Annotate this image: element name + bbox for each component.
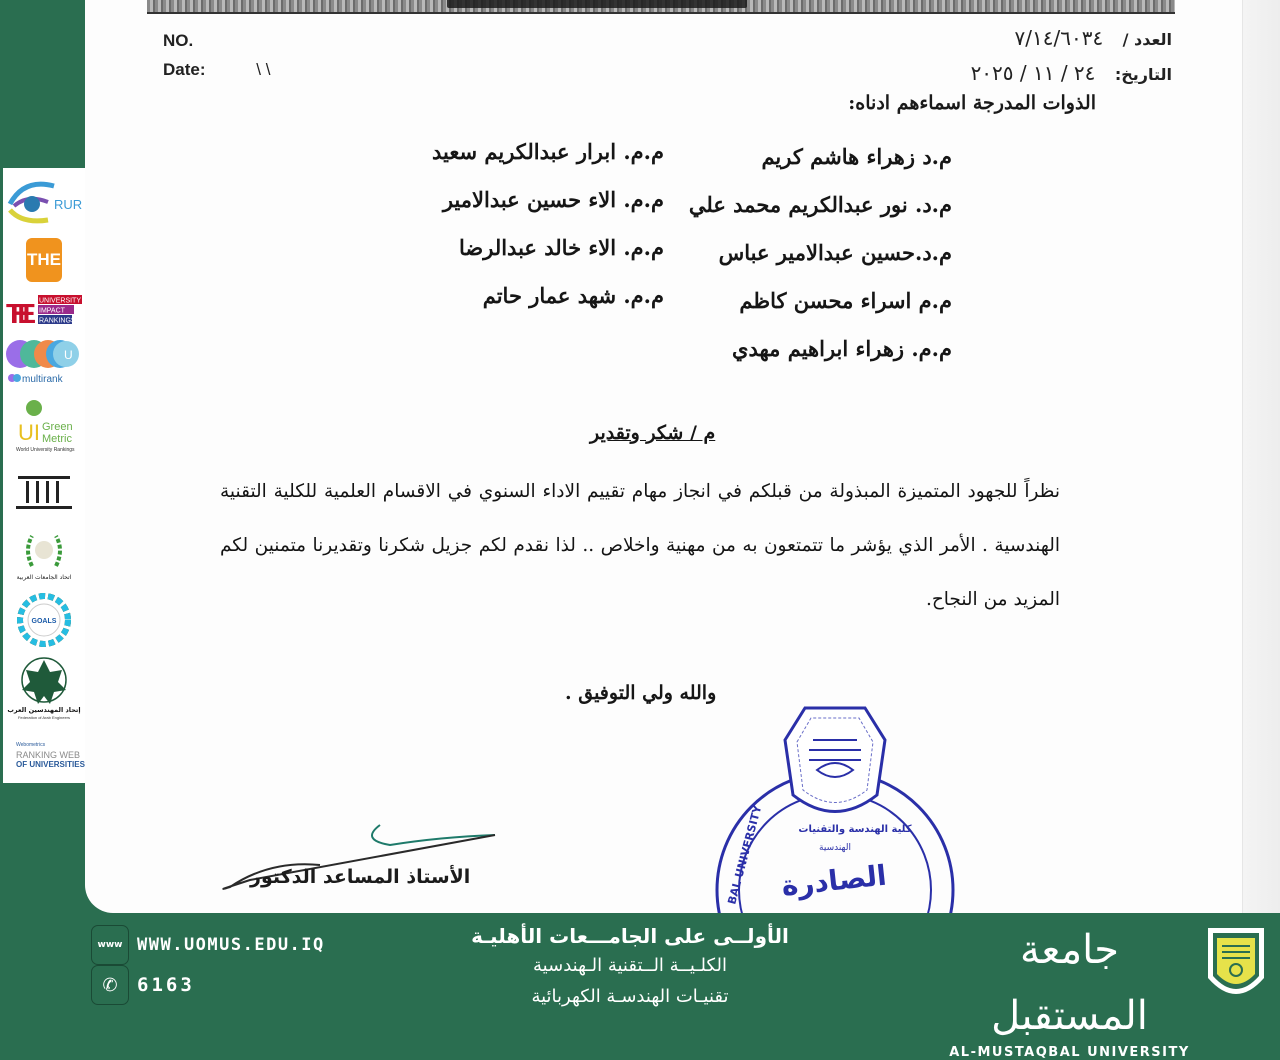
arab-universities-logo[interactable] [3,526,85,582]
institution-pillars-logo[interactable] [3,472,85,512]
pillars-icon [14,472,74,512]
website-link[interactable] [91,925,325,965]
footer-bar [0,913,1280,1060]
name-item: م.د. نور عبدالكريم محمد علي [688,192,952,217]
brand-arabic: جامعة المستقبل [991,927,1148,1039]
ref-number-label: العدد / [1122,30,1172,49]
the-icon: THE [26,238,62,282]
svg-text:UI: UI [18,420,40,445]
official-stamp [705,700,965,913]
svg-text:multirank: multirank [22,374,63,385]
subject-heading: م / شكر وتقدير [590,422,716,444]
reference-left [163,26,276,84]
document-paper [85,0,1280,913]
ref-date-value: ٢٤ / ١١ / ٢٠٢٥ [970,61,1096,85]
globe-www-icon: www [91,925,129,965]
greenmetric-logo[interactable] [3,398,85,454]
svg-text:RUR: RUR [54,197,83,212]
the-impact-logo[interactable] [3,292,85,328]
greenmetric-icon [4,398,84,454]
footer-contact [91,925,325,1005]
ref-date-row [971,57,1172,92]
footer-slogan: الأولــى على الجامـــعات الأهليـة [471,924,789,948]
svg-text:Federation of Arab Engineers: Federation of Arab Engineers [17,715,71,720]
name-item: م.م. شهد عمار حاتم [482,283,664,308]
header-banner [147,0,1175,14]
svg-text:OF UNIVERSITIES: OF UNIVERSITIES [16,760,85,769]
ref-number-value: ٧/١٤/٦٠٣٤ [1014,26,1104,50]
name-item: م.م. الاء حسين عبدالامير [442,187,664,212]
date-row [163,55,276,84]
signature-title: الأستاذ المساعد الدكتور [250,866,471,888]
svg-text:BAL UNIVERSITY: BAL UNIVERSITY [725,803,765,906]
name-item: م.م. ابرار عبدالكريم سعيد [431,139,664,164]
date-label: Date: [163,60,206,79]
paper-edge [1242,0,1280,913]
date-slashes: \ \ [256,60,271,79]
name-item: م.د.حسين عبدالامير عباس [718,240,952,265]
arab-universities-icon [4,526,84,582]
ref-date-label: التاريخ: [1114,65,1172,84]
stamp-graphic [705,700,965,913]
svg-text:UNIVERSITY: UNIVERSITY [39,297,82,305]
footer-department: تقنيـات الهندسـة الكهربائية [531,986,729,1007]
arab-engineers-logo[interactable] [3,656,85,722]
name-item: م.م. زهراء ابراهيم مهدي [732,336,952,361]
svg-text:اتحاد الجامعات العربية: اتحاد الجامعات العربية [16,574,72,581]
rur-icon [4,176,84,226]
name-item: م.م اسراء محسن كاظم [739,288,952,313]
names-list-left [432,128,664,320]
ref-number-row [971,22,1172,57]
header-banner-text [447,0,747,8]
svg-text:THE: THE [6,298,36,329]
the-logo[interactable] [3,236,85,284]
svg-text:الهندسية: الهندسية [819,843,851,853]
names-list-right [689,133,952,373]
phone-link[interactable] [91,965,325,1005]
phone-number[interactable]: 6163 [137,974,195,996]
multirank-icon [4,334,84,386]
arab-engineers-icon [4,656,84,722]
svg-text:U: U [64,348,73,362]
svg-text:IMPACT: IMPACT [39,307,65,315]
website-text[interactable]: WWW.UOMUS.EDU.IQ [137,935,325,955]
svg-text:إتحاد المهندسين العرب: إتحاد المهندسين العرب [7,706,81,714]
university-brand[interactable] [942,917,1197,1060]
svg-text:RANKINGS: RANKINGS [39,317,76,325]
name-item: م.د زهراء هاشم كريم [761,144,952,169]
svg-text:Green: Green [42,421,73,433]
the-impact-icon [4,293,84,327]
rur-logo[interactable] [3,176,85,226]
sdg-goals-logo[interactable] [3,592,85,648]
number-label: NO. [163,31,194,50]
svg-text:RANKING WEB: RANKING WEB [16,750,81,760]
brand-english: AL-MUSTAQBAL UNIVERSITY [949,1045,1190,1060]
sdg-icon [16,592,72,648]
rankings-sidebar [3,168,85,783]
phone-icon: ✆ [91,965,129,1005]
svg-text:Webometrics: Webometrics [16,742,46,748]
footer-college: الكلـيــة الــتقنية الـهندسية [533,955,727,976]
stamp-college-text: كلية الهندسة والتقنيات [798,824,912,835]
letter-body: نظراً للجهود المتميزة المبذولة من قبلكم في انجاز مهام تقييم الاداء السنوي في الاقسام العلمية للكلية التقنية الهندسية . الأمر الذي يؤشر ما تتمتعون به من مهنية واخلاص .. لذا نقدم لكم جزيل شكرنا وتقديرنا متمنين لكم المزيد من النجاح. [220,481,1060,610]
webometrics-logo[interactable] [3,738,85,772]
svg-text:الصادرة: الصادرة [779,858,889,903]
university-crest-icon[interactable] [1204,922,1268,1010]
footer-college-info [430,921,830,1013]
reference-right [971,22,1172,92]
svg-text:GOALS: GOALS [31,618,57,625]
name-item: م.م. الاء خالد عبدالرضا [459,235,664,260]
svg-text:Metric: Metric [42,433,72,445]
multirank-logo[interactable] [3,334,85,386]
svg-text:World University Rankings: World University Rankings [16,447,75,453]
addressees-intro: الذوات المدرجة اسماءهم ادناه: [848,92,1096,114]
webometrics-icon [4,738,84,772]
closing-line: والله ولي التوفيق . [565,682,717,704]
